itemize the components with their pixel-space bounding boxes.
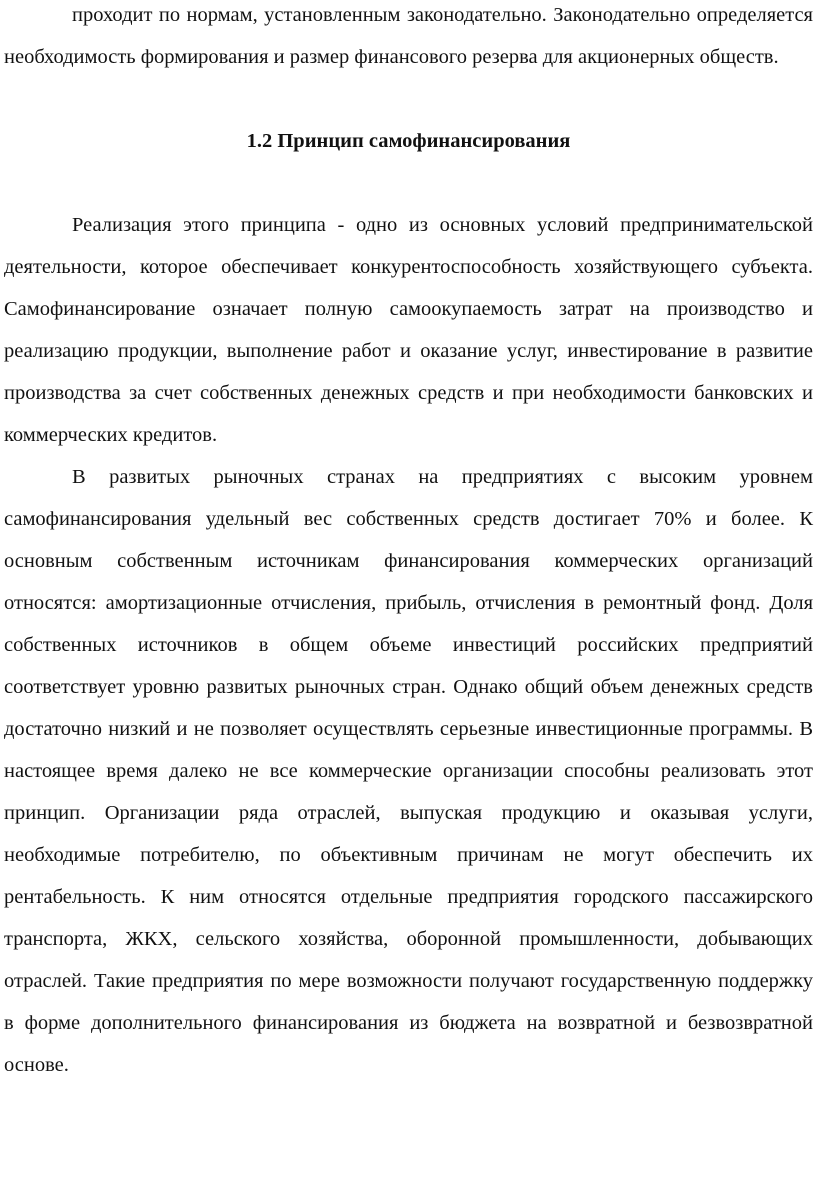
section-heading: 1.2 Принцип самофинансирования bbox=[246, 130, 571, 152]
self-financing-definition-paragraph: Реализация этого принципа - одно из основных условий предпринимательской деятельности, которое обеспечивает конкурентоспособность хозяйствующего субъекта. Самофинансирование означает полную самоокупаемость затрат на производство и реализацию продукции, выполнение работ и оказание услуг, инвестирование в развитие производства за счет собственных денежных средств и при необходимости банковских и коммерческих кредитов. bbox=[4, 214, 813, 446]
blank-line bbox=[4, 78, 813, 120]
intro-continuation-paragraph: проходит по нормам, установленным законодательно. Законодательно определяется необходимость формирования и размер финансового резерва для акционерных обществ. bbox=[4, 4, 813, 68]
self-financing-sources-paragraph: В развитых рыночных странах на предприятиях с высоким уровнем самофинансирования удельный вес собственных средств достигает 70% и более. К основным собственным источникам финансирования коммерческих организаций относятся: амортизационные отчисления, прибыль, отчисления в ремонтный фонд. Доля собственных источников в общем объеме инвестиций российских предприятий соответствует уровню развитых рыночных стран. Однако общий объем денежных средств достаточно низкий и не позволяет осуществлять серьезные инвестиционные программы. В настоящее время далеко не все коммерческие организации способны реализовать этот принцип. Организации ряда отраслей, выпуская продукцию и оказывая услуги, необходимые потребителю, по объективным причинам не могут обеспечить их рентабельность. К ним относятся отдельные предприятия городского пассажирского транспорта, ЖКХ, сельского хозяйства, оборонной промышленности, добывающих отраслей. Такие предприятия по мере возможности получают государственную поддержку в форме дополнительного финансирования из бюджета на возвратной и безвозвратной основе. bbox=[4, 466, 813, 1076]
blank-line bbox=[4, 162, 813, 204]
